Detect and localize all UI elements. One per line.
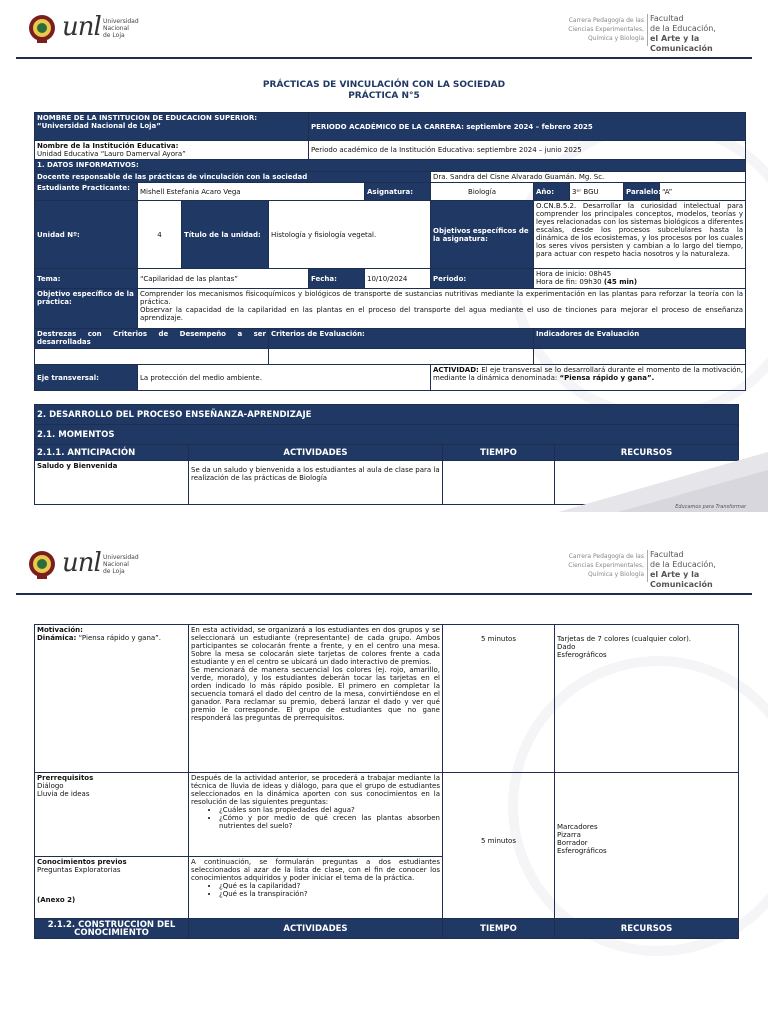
institution-cell [35,113,309,141]
motivation-time: 5 minutos [443,625,555,773]
resource-item: Marcadores [557,823,598,831]
end-time-text: Hora de fin: 09h30 [536,278,604,286]
carrera-name [534,552,644,579]
facultad-name [650,14,744,54]
topic-value: “Capilaridad de las plantas” [138,269,309,289]
prerequisite-question: • ¿Cuáles son las propiedades del agua? [219,806,440,814]
subject-label: Asignatura: [365,183,431,201]
transversal-axis-label: Eje transversal: [35,365,138,391]
resource-item: Pizarra [557,831,581,839]
dynamic-label: Dinámica: [37,634,77,642]
footer-decoration [468,452,768,512]
prior-knowledge-text: A continuación, se formularán preguntas a dos estudiantes seleccionados al azar de la lista de clase, con el fin de conocer los conocimientos adquiridos y poder iniciar el tema de la práctica. [191,858,440,882]
institution-name [103,554,139,575]
supervisor-value: Dra. Sandra del Cisne Alvarado Guamán. Mg. Sc. [431,172,746,183]
period-label: Periodo: [431,269,534,289]
anticipation-activities-table [34,624,739,939]
institution-value: “Universidad Nacional de Loja” [37,122,161,130]
prior-knowledge-questions [191,882,440,898]
facultad-line: de la Educación, [650,24,716,33]
greeting-label: Saludo y Bienvenida [35,461,189,505]
anticipation-heading: 2.1.1. ANTICIPACIÓN [35,445,189,461]
motivation-resources [555,625,739,773]
start-time: Hora de inicio: 08h45 [536,270,612,278]
year-label: Año: [534,183,570,201]
student-label: Estudiante Practicante: [35,183,138,201]
institution-line: de Loja [103,32,125,39]
institution-period: Periodo académico de la Institución Educativa: septiembre 2024 – junio 2025 [309,141,746,160]
page-gap [0,512,768,536]
facultad-line: el Arte y la Comunicación [650,570,713,589]
institution-line: Nacional [103,25,129,32]
annex-reference: (Anexo 2) [37,896,76,904]
resource-item: Dado [557,643,576,651]
activity-label: ACTIVIDAD: [433,366,479,374]
educational-institution-cell [35,141,309,160]
skills-label: Destrezas con Criterios de Desempeño a ser desarrolladas [35,329,269,349]
indicators-label: Indicadores de Evaluación [534,329,746,349]
prior-knowledge-sub: Preguntas Exploratorias [37,866,121,874]
subject-value: Biología [431,183,534,201]
carrera-line: Ciencias Experimentales, [568,26,644,33]
prerequisites-label: Prerrequisitos [37,774,94,782]
date-label: Fecha: [309,269,365,289]
practice-objective-1: Comprender los mecanismos fisicoquímicos y biológicos de transporte de sustancias nutritivas mediante la experimentación en las plantas para reforzar la teoría con la práctica. [140,290,744,306]
student-value: Mishell Estefania Acaro Vega [138,183,365,201]
motivation-paragraph-2: Se mencionará de manera secuencial los colores (ej. rojo, amarillo, verde, morado), y los estudiantes deberán tocar las tarjetas en el orden indicado lo más rápido posible. El primero en completar la secuencia tomará el dado del centro de la mesa, convirtiéndose en el ganador. Para reclamar su premio, deberá lanzar el dado y ver qué premio le corresponde. El grupo de estudiantes que no gane responderá las preguntas de prerrequisitos. [191,666,440,722]
footer-tagline: Educamos para Transformar [675,504,746,510]
schedule-cell [534,269,746,289]
activity-dynamic-name: “Piensa rápido y gana”. [559,374,655,382]
activities-column-header: ACTIVIDADES [189,445,443,461]
document-page-2 [0,536,768,1024]
objectives-value: O.CN.B.5.2. Desarrollar la curiosidad intelectual para comprender los principales conceptos, modelos, teorías y leyes relacionadas con los sistemas biológicos a diferentes escalas, desde los procesos subcelulares hasta la dinámica de los ecosistemas, y los procesos por los cuales los seres vivos persisten y cambian a lo largo del tiempo, para actuar con respeto hacia nosotros y la naturaleza. [534,201,746,269]
unit-title-value: Histología y fisiología vegetal. [269,201,431,269]
practice-objective-value [138,289,746,329]
document-subtitle: PRÁCTICA N°5 [348,91,420,101]
topic-label: Tema: [35,269,138,289]
motivation-label: Motivación: [37,626,83,634]
prerequisites-time: 5 minutos [443,773,555,919]
unit-title-label: Título de la unidad: [182,201,269,269]
unit-label: Unidad Nº: [35,201,138,269]
informative-data-table [34,112,746,391]
unl-logo: unl [62,548,101,578]
institution-line: de Loja [103,568,125,575]
educational-institution-label: Nombre de la Institución Educativa: [37,142,179,150]
resource-item: Esferográficos [557,651,607,659]
facultad-line: de la Educación, [650,560,716,569]
practice-objective-2: Observar la capacidad de la capilaridad en las plantas en el proceso del transporte del agua mediante el uso de tinciones para mejorar el proceso de enseñanza aprendizaje. [140,306,744,322]
indicators-value [534,349,746,365]
skills-value [35,349,269,365]
activities-column-header: ACTIVIDADES [189,919,443,939]
carrera-name [534,16,644,43]
university-seal-icon [28,550,56,580]
prior-knowledge-label-cell [35,857,189,919]
faculty-branding [508,550,768,589]
greeting-activity: Se da un saludo y bienvenida a los estudiantes al aula de clase para la realización de las prácticas de Biología [189,461,443,505]
time-column-header: TIEMPO [443,445,555,461]
year-value: 3ᵉʳ BGU [570,183,624,201]
end-time [536,278,743,286]
criteria-value [269,349,534,365]
facultad-line: el Arte y la Comunicación [650,34,713,53]
carrera-line: Carrera Pedagogía de las [568,17,644,24]
parallel-value: “A” [660,183,746,201]
resource-item: Esferográficos [557,847,607,855]
motivation-label-cell [35,625,189,773]
prerequisites-activity [189,773,443,857]
section-1-heading: 1. DATOS INFORMATIVOS: [35,160,746,172]
career-period: PERIODO ACADÉMICO DE LA CARRERA: septiembre 2024 – febrero 2025 [309,113,746,141]
prior-knowledge-label: Conocimientos previos [37,858,127,866]
faculty-branding [508,14,768,53]
carrera-line: Carrera Pedagogía de las [568,553,644,560]
institution-line: Universidad [103,554,139,561]
facultad-line: Facultad [650,550,684,559]
institution-line: Nacional [103,561,129,568]
institution-line: Universidad [103,18,139,25]
moments-heading: 2.1. MOMENTOS [35,425,739,445]
practice-objective-label: Objetivo específico de la práctica: [35,289,138,329]
section-2-heading: 2. DESARROLLO DEL PROCESO ENSEÑANZA-APRENDIZAJE [35,405,739,425]
parallel-label: Paralelo: [624,183,660,201]
university-seal-icon [28,14,56,44]
header-divider [16,593,752,595]
resources-column-header: RECURSOS [555,445,739,461]
header-divider [16,57,752,59]
motivation-activity [189,625,443,773]
facultad-line: Facultad [650,14,684,23]
document-title: PRÁCTICAS DE VINCULACIÓN CON LA SOCIEDAD [262,80,506,90]
carrera-line: Química y Biología [588,35,644,42]
date-value: 10/10/2024 [365,269,431,289]
motivation-paragraph-1: En esta actividad, se organizará a los estudiantes en dos grupos y se seleccionará un estudiante (representante) de cada grupo. Ambos participantes se colocarán frente a frente, y en el centro una mesa. Sobre la mesa se colocarán siete tarjetas de colores frente a cada estudiante y en el centro se ubicará un dado interactivo de premios. [191,626,440,666]
construction-heading: 2.1.2. CONSTRUCCION DEL CONOCIMIENTO [35,919,189,939]
prior-knowledge-question: • ¿Qué es la capilaridad? [219,882,440,890]
unit-value: 4 [138,201,182,269]
prerequisite-question: • ¿Cómo y por medio de qué crecen las plantas absorben nutrientes del suelo? [219,814,440,830]
prerequisite-item: Lluvia de ideas [37,790,90,798]
objectives-label: Objetivos específicos de la asignatura: [431,201,534,269]
carrera-line: Ciencias Experimentales, [568,562,644,569]
resource-item: Borrador [557,839,588,847]
prior-knowledge-question: • ¿Qué es la transpiración? [219,890,440,898]
prerequisite-item: Diálogo [37,782,64,790]
institution-name [103,18,139,39]
resources-column-header: RECURSOS [555,919,739,939]
institution-label: NOMBRE DE LA INSTITUCION DE EDUCACION SUPERIOR: [37,114,258,122]
time-column-header: TIEMPO [443,919,555,939]
prerequisites-resources [555,773,739,919]
header-separator [647,14,648,46]
prerequisites-text: Después de la actividad anterior, se procederá a trabajar mediante la técnica de lluvia de ideas y diálogo, para que el grupo de estudiantes seleccionados en la dinámica aporten con sus conocimientos en la resolución de las siguientes preguntas: [191,774,440,806]
unl-logo: unl [62,12,101,42]
carrera-line: Química y Biología [588,571,644,578]
transversal-axis-value: La protección del medio ambiente. [138,365,431,391]
page-header [0,536,768,594]
criteria-label: Criterios de Evaluación: [269,329,534,349]
prior-knowledge-activity [189,857,443,919]
duration: (45 min) [603,278,638,286]
page-header [0,0,768,58]
facultad-name [650,550,744,590]
prerequisites-questions [191,806,440,830]
resource-item: Tarjetas de 7 colores (cualquier color). [557,635,692,643]
activity-cell [431,365,746,391]
educational-institution-value: Unidad Educativa “Lauro Damerval Ayora” [37,150,186,158]
supervisor-label: Docente responsable de las prácticas de vinculación con la sociedad [35,172,431,183]
activity-value: El eje transversal se lo desarrollará durante el momento de la motivación, mediante la dinámica denominada: [433,366,744,382]
dynamic-value: “Piensa rápido y gana”. [76,634,162,642]
prerequisites-label-cell [35,773,189,857]
header-separator [647,550,648,582]
